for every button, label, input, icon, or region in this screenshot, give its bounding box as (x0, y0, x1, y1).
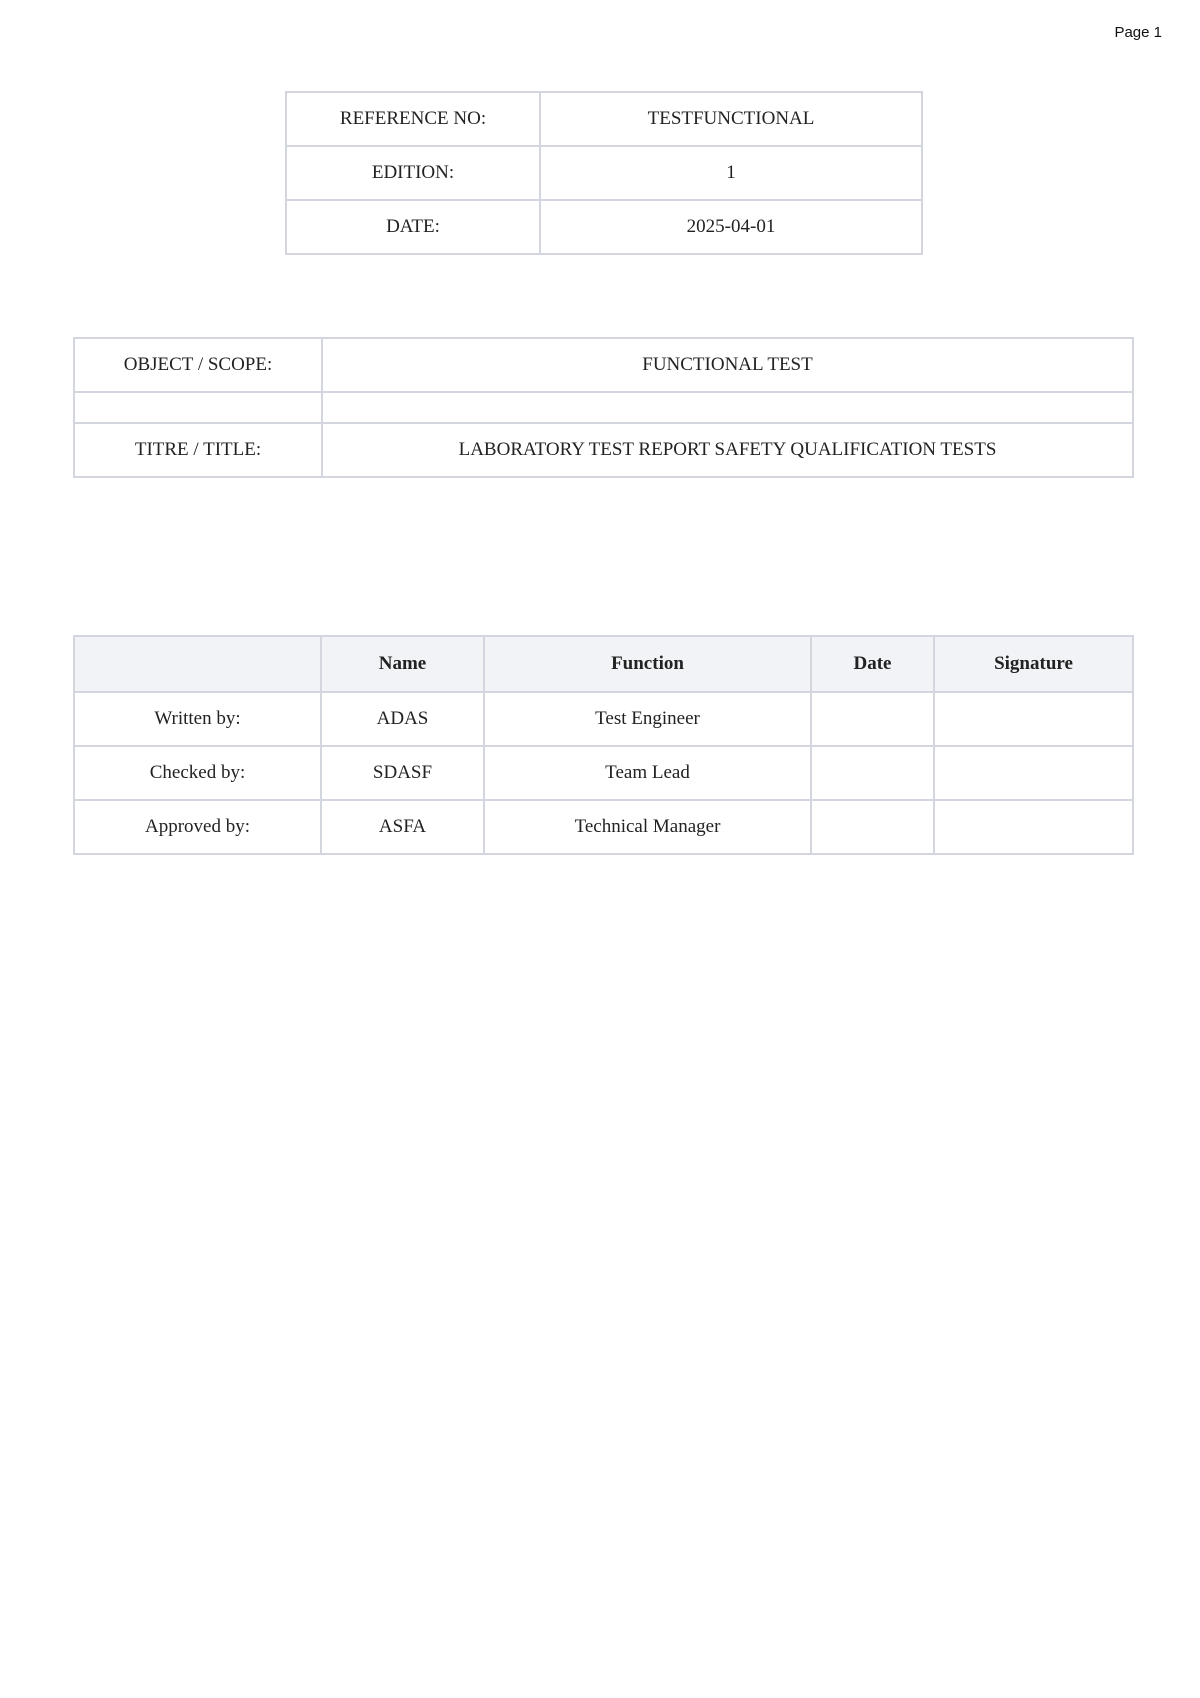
role-cell: Checked by: (74, 746, 321, 800)
table-row (74, 800, 1133, 854)
title-label: TITRE / TITLE: (74, 423, 322, 477)
function-cell: Technical Manager (484, 800, 811, 854)
header-date: Date (811, 636, 934, 692)
signature-cell (934, 746, 1133, 800)
name-cell: SDASF (321, 746, 484, 800)
scope-table (73, 337, 1134, 478)
table-row (74, 692, 1133, 746)
empty-label-cell (74, 392, 322, 423)
page-number: Page 1 (1114, 24, 1162, 41)
reference-row (286, 92, 922, 146)
header-role (74, 636, 321, 692)
role-cell: Approved by: (74, 800, 321, 854)
date-cell (811, 746, 934, 800)
name-cell: ASFA (321, 800, 484, 854)
edition-row (286, 146, 922, 200)
object-scope-row (74, 338, 1133, 392)
signature-cell (934, 692, 1133, 746)
edition-label: EDITION: (286, 146, 540, 200)
object-scope-label: OBJECT / SCOPE: (74, 338, 322, 392)
reference-no-label: REFERENCE NO: (286, 92, 540, 146)
role-cell: Written by: (74, 692, 321, 746)
function-cell: Test Engineer (484, 692, 811, 746)
header-function: Function (484, 636, 811, 692)
approval-table (73, 635, 1134, 855)
signature-cell (934, 800, 1133, 854)
empty-row (74, 392, 1133, 423)
approval-header-row (74, 636, 1133, 692)
name-cell: ADAS (321, 692, 484, 746)
date-cell (811, 800, 934, 854)
table-row (74, 746, 1133, 800)
date-value: 2025-04-01 (540, 200, 922, 254)
header-name: Name (321, 636, 484, 692)
date-cell (811, 692, 934, 746)
title-value: LABORATORY TEST REPORT SAFETY QUALIFICATION TESTS (322, 423, 1133, 477)
title-row (74, 423, 1133, 477)
object-scope-value: FUNCTIONAL TEST (322, 338, 1133, 392)
empty-value-cell (322, 392, 1133, 423)
reference-no-value: TESTFUNCTIONAL (540, 92, 922, 146)
function-cell: Team Lead (484, 746, 811, 800)
date-label: DATE: (286, 200, 540, 254)
header-signature: Signature (934, 636, 1133, 692)
edition-value: 1 (540, 146, 922, 200)
reference-table (285, 91, 923, 255)
date-row (286, 200, 922, 254)
